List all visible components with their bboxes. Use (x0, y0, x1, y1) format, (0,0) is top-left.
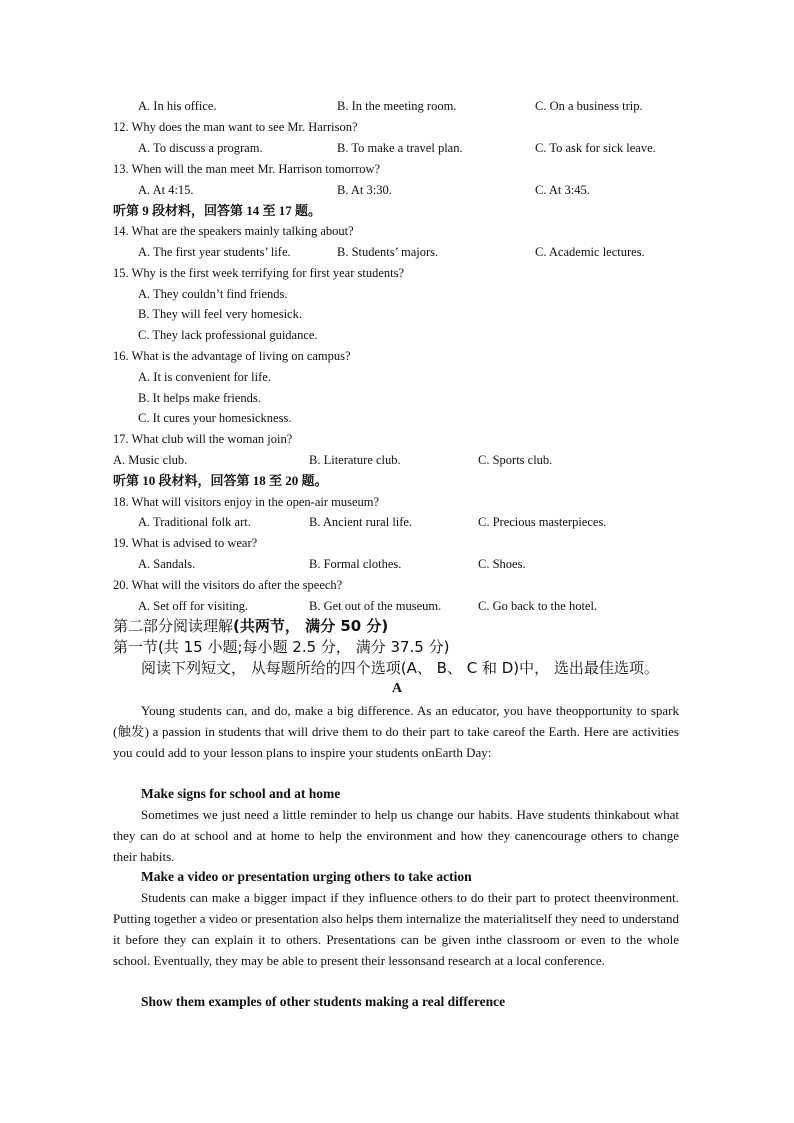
paragraph-1 (113, 700, 679, 763)
q17-option-b: B. Literature club. (309, 453, 401, 467)
q16-question: 16. What is the advantage of living on campus? (113, 349, 351, 363)
q20-question: 20. What will the visitors do after the speech? (113, 578, 343, 592)
section-9-heading: 听第 9 段材料，回答第 14 至 17 题。 (113, 203, 322, 218)
q11-option-c: C. On a business trip. (535, 99, 643, 113)
section-10-heading: 听第 10 段材料，回答第 18 至 20 题。 (113, 473, 328, 488)
q19-option-a: A. Sandals. (138, 557, 196, 571)
q18-question: 18. What will visitors enjoy in the open-air museum? (113, 495, 380, 509)
q14-question: 14. What are the speakers mainly talking about? (113, 224, 354, 238)
q15-option-c: C. They lack professional guidance. (138, 328, 318, 342)
q11-option-a: A. In his office. (138, 99, 217, 113)
q20-option-c: C. Go back to the hotel. (478, 599, 598, 613)
q16-option-a: A. It is convenient for life. (138, 370, 271, 384)
q14-option-b: B. Students’ majors. (337, 245, 439, 259)
q13-option-c: C. At 3:45. (535, 183, 590, 197)
q16-option-c: C. It cures your homesickness. (138, 411, 292, 425)
q16-option-b: B. It helps make friends. (138, 391, 261, 405)
q19-question: 19. What is advised to wear? (113, 536, 258, 550)
q17-question: 17. What club will the woman join? (113, 432, 293, 446)
q18-option-c: C. Precious masterpieces. (478, 515, 607, 529)
q17-option-c: C. Sports club. (478, 453, 553, 467)
q14-option-c: C. Academic lectures. (535, 245, 645, 259)
q15-question: 15. Why is the first week terrifying for first year students? (113, 266, 405, 280)
paragraph-1-text: Young students can, and do, make a big difference. As an educator, you have theopportunity to spark (触发) a passion in students that will drive them to do their part to take careof the Earth. Here are activities you could add to your lesson plans to inspire your students onEarth Day: (113, 703, 679, 760)
q14-option-a: A. The first year students’ life. (138, 245, 291, 259)
q17-option-a: A. Music club. (113, 453, 188, 467)
q20-option-b: B. Get out of the museum. (309, 599, 442, 613)
passage-label: A (391, 681, 403, 696)
part-2-heading (113, 616, 388, 636)
q12-option-b: B. To make a travel plan. (337, 141, 463, 155)
paragraph-2 (113, 804, 679, 867)
q19-option-c: C. Shoes. (478, 557, 526, 571)
q13-question: 13. When will the man meet Mr. Harrison tomorrow? (113, 162, 381, 176)
q18-option-b: B. Ancient rural life. (309, 515, 413, 529)
part-2-score: (共两节， 满分 50 分) (233, 617, 389, 635)
q15-option-a: A. They couldn’t find friends. (138, 287, 288, 301)
paragraph-3-text: Students can make a bigger impact if they influence others to do their part to protect theenvironment. Putting together a video or presentation also helps them internalize the materialitself they need to understand it before they can explain it to others. Presentations can be given inthe classroom or even to the whole school. Eventually, they may be able to present their lessonsand research at a local conference. (113, 890, 679, 968)
q12-option-a: A. To discuss a program. (138, 141, 263, 155)
paragraph-3 (113, 887, 679, 971)
q11-option-b: B. In the meeting room. (337, 99, 457, 113)
q13-option-a: A. At 4:15. (138, 183, 194, 197)
paragraph-2-text: Sometimes we just need a little reminder to help us change our habits. Have students thinkabout what they can do at school and at home to help the environment and how they canencourage others to change their habits. (113, 807, 679, 864)
q12-option-c: C. To ask for sick leave. (535, 141, 656, 155)
q20-option-a: A. Set off for visiting. (138, 599, 249, 613)
section-1-heading: 第一节(共 15 小题;每小题 2.5 分， 满分 37.5 分) (113, 638, 450, 656)
q12-question: 12. Why does the man want to see Mr. Harrison? (113, 120, 358, 134)
subheading-3: Show them examples of other students making a real difference (141, 994, 506, 1009)
q13-option-b: B. At 3:30. (337, 183, 392, 197)
subheading-1: Make signs for school and at home (141, 786, 341, 801)
subheading-2: Make a video or presentation urging others to take action (141, 869, 472, 884)
part-2-title: 第二部分阅读理解 (113, 617, 234, 635)
q15-option-b: B. They will feel very homesick. (138, 307, 302, 321)
reading-instruction: 阅读下列短文， 从每题所给的四个选项(A、 B、 C 和 D)中， 选出最佳选项。 (141, 659, 659, 677)
q18-option-a: A. Traditional folk art. (138, 515, 251, 529)
q19-option-b: B. Formal clothes. (309, 557, 402, 571)
